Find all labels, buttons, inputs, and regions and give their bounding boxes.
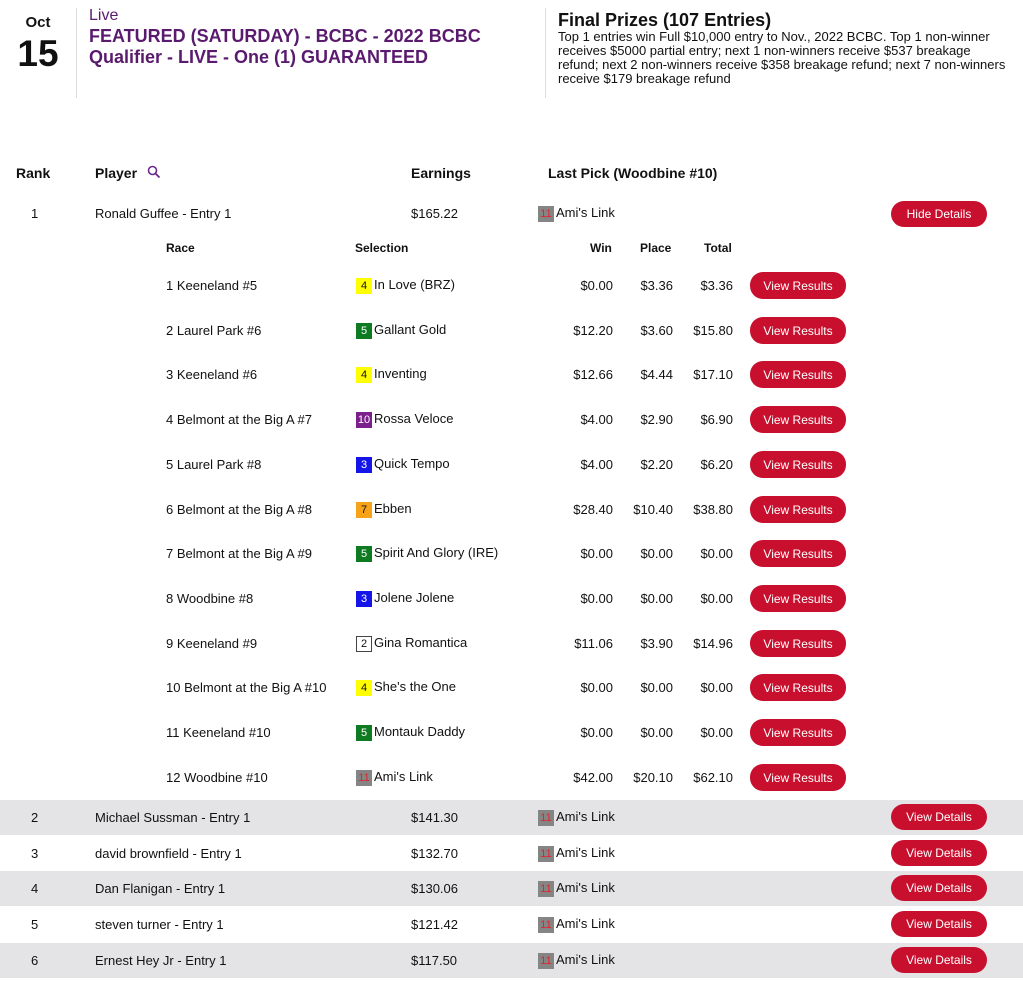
detail-header-place: Place bbox=[640, 241, 672, 255]
total-amount: $0.00 bbox=[700, 591, 733, 606]
horse-name: Montauk Daddy bbox=[374, 724, 466, 739]
earnings: $130.06 bbox=[411, 881, 458, 896]
horse-name: Gallant Gold bbox=[374, 322, 447, 337]
race-label: 11 Keeneland #10 bbox=[166, 725, 271, 740]
event-month: Oct bbox=[25, 14, 51, 31]
view-results-button[interactable]: View Results bbox=[750, 540, 846, 567]
standings-row-leader bbox=[0, 199, 1023, 229]
event-date bbox=[10, 14, 66, 74]
horse-name: Gina Romantica bbox=[374, 635, 468, 650]
total-amount: $6.90 bbox=[700, 412, 733, 427]
column-header-last-pick: Last Pick (Woodbine #10) bbox=[548, 165, 718, 181]
post-number-badge: 3 bbox=[356, 457, 372, 473]
total-amount: $0.00 bbox=[700, 725, 733, 740]
win-amount: $4.00 bbox=[580, 412, 613, 427]
divider bbox=[76, 8, 77, 98]
view-results-button[interactable]: View Results bbox=[750, 317, 846, 344]
race-detail-row bbox=[0, 671, 1023, 703]
view-details-button[interactable]: View Details bbox=[891, 911, 987, 937]
selection bbox=[356, 545, 498, 562]
place-amount: $0.00 bbox=[640, 546, 673, 561]
player-name[interactable]: Michael Sussman - Entry 1 bbox=[95, 810, 251, 825]
place-amount: $4.44 bbox=[640, 367, 673, 382]
view-results-button[interactable]: View Results bbox=[750, 764, 846, 791]
selection bbox=[356, 501, 412, 518]
total-amount: $0.00 bbox=[700, 680, 733, 695]
place-amount: $2.20 bbox=[640, 457, 673, 472]
selection bbox=[356, 322, 446, 339]
race-detail-row bbox=[0, 493, 1023, 525]
player-name[interactable]: Ronald Guffee - Entry 1 bbox=[95, 206, 232, 221]
race-label: 1 Keeneland #5 bbox=[166, 278, 258, 293]
horse-name: Inventing bbox=[374, 366, 427, 381]
post-number-badge: 5 bbox=[356, 546, 372, 562]
selection bbox=[356, 635, 467, 652]
post-number-badge: 11 bbox=[538, 953, 554, 969]
view-results-button[interactable]: View Results bbox=[750, 630, 846, 657]
horse-name: Jolene Jolene bbox=[374, 590, 455, 605]
earnings: $141.30 bbox=[411, 810, 458, 825]
earnings: $117.50 bbox=[411, 953, 458, 968]
divider bbox=[545, 8, 546, 98]
win-amount: $0.00 bbox=[580, 680, 613, 695]
win-amount: $12.66 bbox=[573, 367, 613, 382]
race-detail-row bbox=[0, 448, 1023, 480]
view-details-button[interactable]: View Details bbox=[891, 875, 987, 901]
post-number-badge: 4 bbox=[356, 278, 372, 294]
race-label: 9 Keeneland #9 bbox=[166, 636, 258, 651]
post-number-badge: 3 bbox=[356, 591, 372, 607]
rank: 2 bbox=[31, 810, 39, 825]
last-pick bbox=[538, 845, 615, 862]
detail-header-total: Total bbox=[704, 241, 732, 255]
race-label: 7 Belmont at the Big A #9 bbox=[166, 546, 312, 561]
view-results-button[interactable]: View Results bbox=[750, 674, 846, 701]
last-pick bbox=[538, 809, 615, 826]
detail-header-race: Race bbox=[166, 241, 195, 255]
place-amount: $3.60 bbox=[640, 323, 673, 338]
win-amount: $0.00 bbox=[580, 725, 613, 740]
view-results-button[interactable]: View Results bbox=[750, 585, 846, 612]
total-amount: $0.00 bbox=[700, 546, 733, 561]
total-amount: $15.80 bbox=[693, 323, 733, 338]
rank: 4 bbox=[31, 881, 39, 896]
view-results-button[interactable]: View Results bbox=[750, 361, 846, 388]
post-number-badge: 4 bbox=[356, 680, 372, 696]
post-number-badge: 11 bbox=[538, 810, 554, 826]
horse-name: Quick Tempo bbox=[374, 456, 450, 471]
standings-row bbox=[0, 836, 1023, 871]
horse-name: Ami's Link bbox=[374, 769, 433, 784]
view-results-button[interactable]: View Results bbox=[750, 496, 846, 523]
horse-name: In Love (BRZ) bbox=[374, 277, 455, 292]
post-number-badge: 5 bbox=[356, 725, 372, 741]
selection bbox=[356, 456, 450, 473]
column-header-earnings: Earnings bbox=[411, 165, 471, 181]
rank: 6 bbox=[31, 953, 39, 968]
race-detail-row bbox=[0, 716, 1023, 748]
rank: 3 bbox=[31, 846, 39, 861]
hide-details-button[interactable]: Hide Details bbox=[891, 201, 987, 227]
race-detail-row bbox=[0, 627, 1023, 659]
column-header-player-label: Player bbox=[95, 165, 138, 181]
race-label: 5 Laurel Park #8 bbox=[166, 457, 262, 472]
race-detail-row bbox=[0, 403, 1023, 435]
total-amount: $6.20 bbox=[700, 457, 733, 472]
column-header-player[interactable] bbox=[95, 165, 161, 181]
win-amount: $11.06 bbox=[574, 636, 613, 651]
horse-name: Ami's Link bbox=[556, 845, 615, 860]
post-number-badge: 2 bbox=[356, 636, 372, 652]
horse-name: She's the One bbox=[374, 679, 456, 694]
player-name[interactable]: steven turner - Entry 1 bbox=[95, 917, 224, 932]
place-amount: $0.00 bbox=[640, 680, 673, 695]
column-header-rank: Rank bbox=[16, 165, 51, 181]
place-amount: $10.40 bbox=[633, 502, 673, 517]
race-label: 2 Laurel Park #6 bbox=[166, 323, 262, 338]
player-name[interactable]: Ernest Hey Jr - Entry 1 bbox=[95, 953, 227, 968]
place-amount: $3.36 bbox=[640, 278, 673, 293]
post-number-badge: 11 bbox=[538, 846, 554, 862]
win-amount: $28.40 bbox=[573, 502, 613, 517]
total-amount: $14.96 bbox=[693, 636, 733, 651]
selection bbox=[356, 724, 465, 741]
race-label: 3 Keeneland #6 bbox=[166, 367, 258, 382]
selection bbox=[356, 277, 455, 294]
search-icon[interactable] bbox=[147, 165, 161, 179]
post-number-badge: 10 bbox=[357, 413, 371, 426]
race-label: 12 Woodbine #10 bbox=[166, 770, 268, 785]
event-day: 15 bbox=[17, 33, 59, 74]
horse-name: Ami's Link bbox=[556, 809, 615, 824]
standings-row bbox=[0, 907, 1023, 942]
standings-row bbox=[0, 800, 1023, 835]
win-amount: $0.00 bbox=[580, 278, 613, 293]
post-number-badge: 11 bbox=[538, 881, 554, 897]
race-detail-row bbox=[0, 269, 1023, 301]
horse-name: Ebben bbox=[374, 501, 412, 516]
event-status: Live bbox=[89, 7, 119, 24]
post-number-badge: 7 bbox=[356, 502, 372, 518]
standings-row bbox=[0, 943, 1023, 978]
place-amount: $0.00 bbox=[640, 725, 673, 740]
total-amount: $38.80 bbox=[693, 502, 733, 517]
detail-header-win: Win bbox=[590, 241, 612, 255]
rank: 5 bbox=[31, 917, 39, 932]
win-amount: $4.00 bbox=[580, 457, 613, 472]
last-pick bbox=[538, 205, 615, 222]
last-pick bbox=[538, 880, 615, 897]
total-amount: $62.10 bbox=[693, 770, 733, 785]
race-label: 4 Belmont at the Big A #7 bbox=[166, 412, 312, 427]
place-amount: $2.90 bbox=[640, 412, 673, 427]
selection bbox=[356, 679, 456, 696]
event-title-block bbox=[89, 6, 509, 68]
view-details-button[interactable]: View Details bbox=[891, 947, 987, 973]
last-pick bbox=[538, 916, 615, 933]
horse-name: Ami's Link bbox=[556, 952, 615, 967]
horse-name: Ami's Link bbox=[556, 916, 615, 931]
view-results-button[interactable]: View Results bbox=[750, 451, 846, 478]
view-results-button[interactable]: View Results bbox=[750, 719, 846, 746]
earnings: $132.70 bbox=[411, 846, 458, 861]
selection bbox=[356, 769, 433, 786]
player-name[interactable]: Dan Flanigan - Entry 1 bbox=[95, 881, 226, 896]
earnings: $121.42 bbox=[411, 917, 458, 932]
horse-name: Spirit And Glory (IRE) bbox=[374, 545, 499, 560]
post-number-badge: 11 bbox=[356, 770, 372, 786]
event-header bbox=[0, 0, 1023, 110]
race-detail-row bbox=[0, 314, 1023, 346]
place-amount: $3.90 bbox=[640, 636, 673, 651]
view-results-button[interactable]: View Results bbox=[750, 406, 846, 433]
rank: 1 bbox=[31, 206, 39, 221]
selection bbox=[356, 590, 454, 607]
selection bbox=[356, 366, 427, 383]
view-details-button[interactable]: View Details bbox=[891, 804, 987, 830]
win-amount: $0.00 bbox=[580, 546, 613, 561]
last-pick bbox=[538, 952, 615, 969]
post-number-badge: 4 bbox=[356, 367, 372, 383]
win-amount: $0.00 bbox=[580, 591, 613, 606]
total-amount: $3.36 bbox=[700, 278, 733, 293]
view-details-button[interactable]: View Details bbox=[891, 840, 987, 866]
race-label: 8 Woodbine #8 bbox=[166, 591, 254, 606]
post-number-badge: 5 bbox=[356, 323, 372, 339]
place-amount: $0.00 bbox=[640, 591, 673, 606]
race-detail-row bbox=[0, 537, 1023, 569]
post-number-badge: 11 bbox=[538, 917, 554, 933]
race-label: 6 Belmont at the Big A #8 bbox=[166, 502, 312, 517]
horse-name: Ami's Link bbox=[556, 205, 615, 220]
place-amount: $20.10 bbox=[633, 770, 673, 785]
standings-row bbox=[0, 871, 1023, 906]
horse-name: Ami's Link bbox=[556, 880, 615, 895]
detail-header-selection: Selection bbox=[355, 241, 409, 255]
total-amount: $17.10 bbox=[693, 367, 733, 382]
view-results-button[interactable]: View Results bbox=[750, 272, 846, 299]
selection bbox=[356, 411, 454, 428]
event-title: FEATURED (SATURDAY) - BCBC - 2022 BCBC Qualifier - LIVE - One (1) GUARANTEED bbox=[89, 26, 481, 67]
post-number-badge: 11 bbox=[538, 206, 554, 222]
player-name[interactable]: david brownfield - Entry 1 bbox=[95, 846, 242, 861]
prizes-title: Final Prizes (107 Entries) bbox=[558, 10, 772, 30]
race-detail-row bbox=[0, 358, 1023, 390]
win-amount: $42.00 bbox=[573, 770, 613, 785]
race-detail-row bbox=[0, 761, 1023, 793]
horse-name: Rossa Veloce bbox=[374, 411, 454, 426]
prizes-panel bbox=[558, 10, 1008, 86]
win-amount: $12.20 bbox=[573, 323, 613, 338]
race-label: 10 Belmont at the Big A #10 bbox=[166, 680, 327, 695]
race-detail-row bbox=[0, 582, 1023, 614]
prizes-description: Top 1 entries win Full $10,000 entry to Nov., 2022 BCBC. Top 1 non-winner receives $5000 partial entry; next 1 non-winners receive $537 breakage refund; next 2 non-winners receive $358 breakage refund; next 7 non-winners receive $179 breakage refund bbox=[558, 29, 1006, 86]
earnings: $165.22 bbox=[411, 206, 458, 221]
